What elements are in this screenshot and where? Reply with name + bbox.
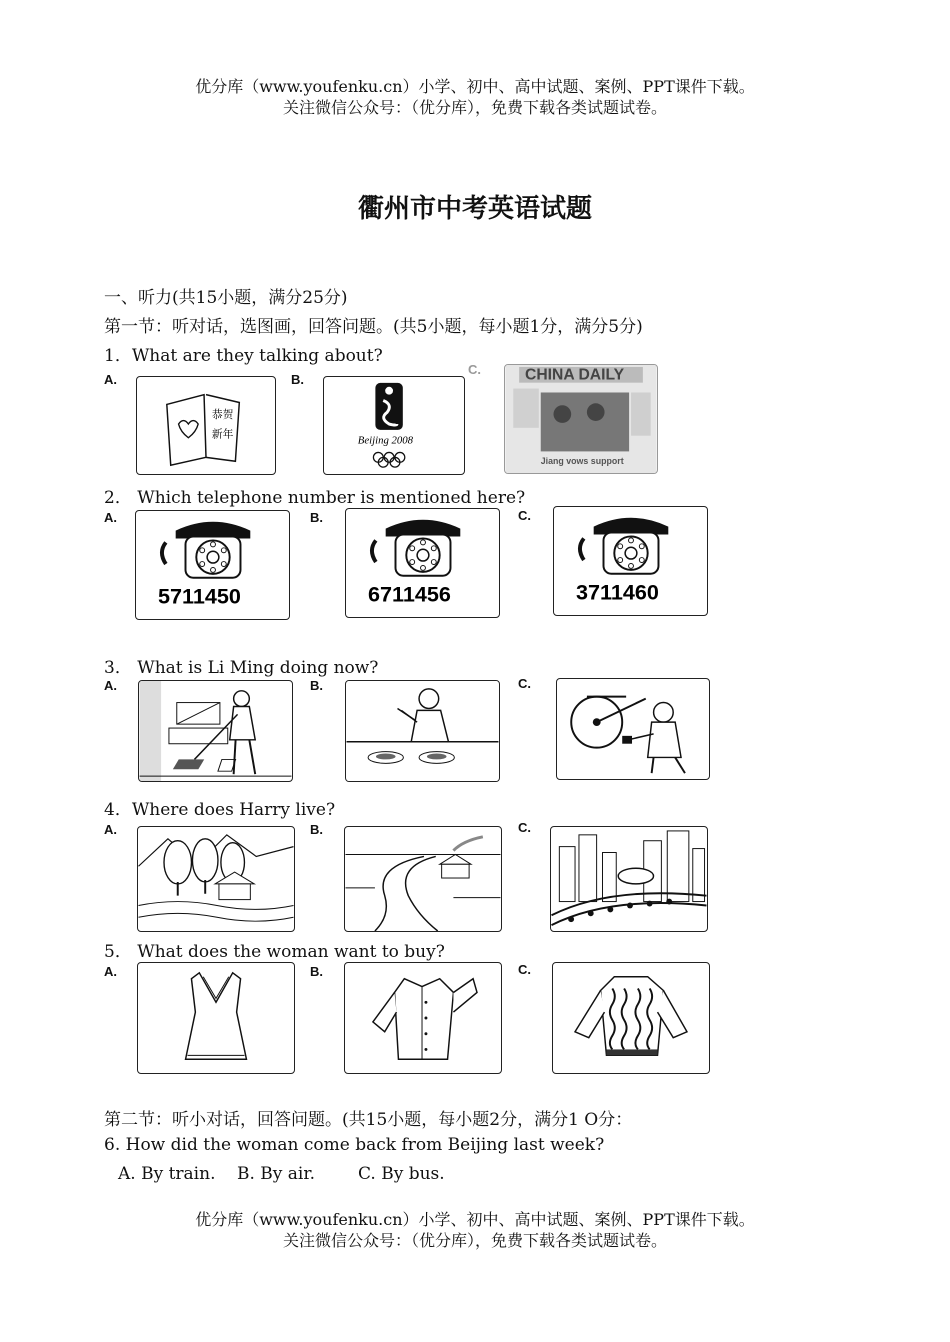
q4-option-a-label: A. — [104, 822, 117, 837]
q4-picture-city — [550, 826, 708, 932]
q5-picture-dress — [137, 962, 295, 1074]
question-6: 6. How did the woman come back from Beijing last week? — [104, 1135, 605, 1155]
section-heading: 一、听力(共15小题，满分25分) — [104, 288, 348, 308]
q4-option-c-label: C. — [518, 820, 531, 835]
question-4: 4．Where does Harry live? — [104, 800, 336, 820]
q3-option-a-label: A. — [104, 678, 117, 693]
q1-option-a-label: A. — [104, 372, 117, 387]
q4-picture-countryside — [137, 826, 295, 932]
card-text-2: 新年 — [211, 427, 234, 441]
q1-option-c-label: C. — [468, 362, 481, 377]
q2-picture-phone-a — [135, 510, 290, 620]
q5-option-b-label: B. — [310, 964, 323, 979]
question-3: 3． What is Li Ming doing now? — [104, 658, 379, 678]
q1-picture-greeting-card — [136, 376, 276, 475]
q3-picture-eating — [345, 680, 500, 782]
question-5: 5． What does the woman want to buy? — [104, 942, 445, 962]
q3-option-b-label: B. — [310, 678, 323, 693]
olympic-text: Beijing 2008 — [357, 434, 414, 447]
newspaper-title: CHINA DAILY — [525, 366, 625, 384]
q5-option-c-label: C. — [518, 962, 531, 977]
phone-number-c: 3711460 — [576, 579, 659, 605]
q3-picture-sweeping — [138, 680, 293, 782]
header-line-2: 关注微信公众号：（优分库），免费下载各类试题试卷。 — [282, 98, 667, 117]
q6-option-c: C. By bus. — [358, 1164, 445, 1184]
footer-line-1: 优分库（www.youfenku.cn）小学、初中、高中试题、案例、PPT课件下载。 — [195, 1210, 755, 1229]
q2-picture-phone-c — [553, 506, 708, 616]
q4-option-b-label: B. — [310, 822, 323, 837]
q1-picture-newspaper — [504, 364, 658, 474]
q1-option-b-label: B. — [291, 372, 304, 387]
q1-picture-olympic-logo — [323, 376, 465, 475]
part2-heading: 第二节：听小对话，回答问题。(共15小题，每小题2分，满分1 O分： — [104, 1110, 633, 1130]
footer-line-2: 关注微信公众号：（优分库），免费下载各类试题试卷。 — [282, 1231, 667, 1250]
q2-picture-phone-b — [345, 508, 500, 618]
phone-number-a: 5711450 — [158, 583, 241, 609]
q2-option-b-label: B. — [310, 510, 323, 525]
q4-picture-road-house — [344, 826, 502, 932]
q3-picture-repairing-bike — [556, 678, 710, 780]
header-line-1: 优分库（www.youfenku.cn）小学、初中、高中试题、案例、PPT课件下载。 — [195, 77, 755, 96]
q2-option-a-label: A. — [104, 510, 117, 525]
question-1: 1．What are they talking about? — [104, 346, 383, 366]
newspaper-caption: Jiang vows support — [540, 456, 624, 467]
q5-option-a-label: A. — [104, 964, 117, 979]
q3-option-c-label: C. — [518, 676, 531, 691]
q2-option-c-label: C. — [518, 508, 531, 523]
part1-heading: 第一节：听对话，选图画，回答问题。(共5小题，每小题1分，满分5分) — [104, 317, 643, 337]
page-title: 衢州市中考英语试题 — [357, 194, 592, 224]
question-2: 2． Which telephone number is mentioned here? — [104, 488, 526, 508]
q5-picture-shirt — [344, 962, 502, 1074]
phone-number-b: 6711456 — [368, 581, 451, 607]
q5-picture-sweater — [552, 962, 710, 1074]
q6-option-b: B. By air. — [237, 1164, 316, 1184]
q6-option-a: A. By train. — [118, 1164, 216, 1184]
card-text-1: 恭贺 — [211, 408, 234, 422]
